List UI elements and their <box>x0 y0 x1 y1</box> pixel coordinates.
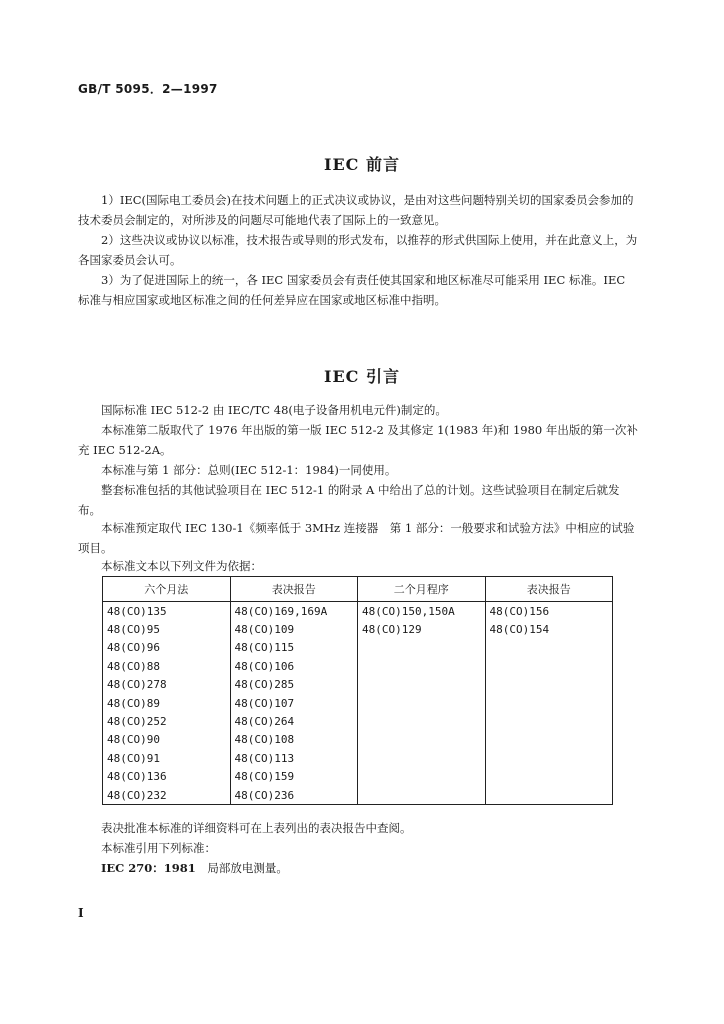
table-cell: 48(CO)91 <box>103 749 231 767</box>
foreword-paragraph-3: 3）为了促进国际上的统一，各 IEC 国家委员会有责任使其国家和地区标准尽可能采用 IEC 标准。IEC 标准与相应国家或地区标准之间的任何差异应在国家或地区标准中指明。 <box>78 273 626 307</box>
table-cell: 48(CO)159 <box>230 768 358 786</box>
table-cell: 48(CO)89 <box>103 694 231 712</box>
table-cell <box>358 731 486 749</box>
standard-code: GB/T 5095．2—1997 <box>78 82 218 96</box>
table-cell: 48(CO)136 <box>103 768 231 786</box>
table-cell <box>485 694 613 712</box>
table-cell <box>358 676 486 694</box>
table-cell: 48(CO)150,150A <box>358 602 486 621</box>
table-cell: 48(CO)135 <box>103 602 231 621</box>
header-two-month-procedure: 二个月程序 <box>358 577 486 602</box>
table-cell: 48(CO)90 <box>103 731 231 749</box>
header-six-month-rule: 六个月法 <box>103 577 231 602</box>
table-cell <box>485 639 613 657</box>
reference-title: 局部放电测量。 <box>207 861 288 875</box>
intro-paragraph-3: 本标准与第 1 部分：总则(IEC 512-1：1984)一同使用。 <box>101 463 397 477</box>
references-intro: 本标准引用下列标准： <box>101 841 216 855</box>
table-header-row <box>103 577 613 602</box>
header-voting-report: 表决报告 <box>230 577 358 602</box>
table-row <box>103 657 613 675</box>
table-cell: 48(CO)113 <box>230 749 358 767</box>
table-row <box>103 639 613 657</box>
foreword-paragraph-1: 1）IEC(国际电工委员会)在技术问题上的正式决议或协议，是由对这些问题特别关切的国家委员会参加的技术委员会制定的，对所涉及的问题尽可能地代表了国际上的一致意见。 <box>78 193 634 227</box>
table-cell <box>358 768 486 786</box>
table-cell <box>485 749 613 767</box>
table-cell: 48(CO)236 <box>230 786 358 805</box>
table-row <box>103 676 613 694</box>
table-cell <box>485 731 613 749</box>
table-cell: 48(CO)252 <box>103 712 231 730</box>
table-cell <box>358 657 486 675</box>
table-cell: 48(CO)232 <box>103 786 231 805</box>
table-cell <box>485 786 613 805</box>
intro-paragraph-6: 本标准文本以下列文件为依据： <box>101 559 262 573</box>
foreword-paragraph-2: 2）这些决议或协议以标准，技术报告或导则的形式发布，以推荐的形式供国际上使用，并在此意义上，为各国家委员会认可。 <box>78 233 638 267</box>
reference-entry <box>78 858 640 878</box>
table-cell <box>485 712 613 730</box>
table-cell: 48(CO)129 <box>358 620 486 638</box>
table-cell: 48(CO)108 <box>230 731 358 749</box>
reference-code: IEC 270：1981 <box>101 861 196 875</box>
page-number: I <box>78 906 84 920</box>
table-cell <box>358 749 486 767</box>
table-row <box>103 731 613 749</box>
table-cell: 48(CO)264 <box>230 712 358 730</box>
intro-paragraph-2: 本标准第二版取代了 1976 年出版的第一版 IEC 512-2 及其修定 1(1983 年)和 1980 年出版的第一次补充 IEC 512-2A。 <box>78 423 638 457</box>
table-cell: 48(CO)285 <box>230 676 358 694</box>
table-cell: 48(CO)106 <box>230 657 358 675</box>
table-cell: 48(CO)109 <box>230 620 358 638</box>
table-cell: 48(CO)88 <box>103 657 231 675</box>
table-cell: 48(CO)95 <box>103 620 231 638</box>
table-cell <box>358 639 486 657</box>
table-cell: 48(CO)169,169A <box>230 602 358 621</box>
foreword-title: IEC 前言 <box>324 155 400 174</box>
table-cell <box>485 768 613 786</box>
intro-paragraph-4: 整套标准包括的其他试验项目在 IEC 512-1 的附录 A 中给出了总的计划。这些试验项目在制定后就发布。 <box>78 483 620 517</box>
table-row <box>103 749 613 767</box>
voting-note: 表决批准本标准的详细资料可在上表列出的表决报告中查阅。 <box>101 821 412 835</box>
table-cell <box>485 676 613 694</box>
intro-paragraph-1: 国际标准 IEC 512-2 由 IEC/TC 48(电子设备用机电元件)制定的。 <box>101 403 447 417</box>
table-row <box>103 694 613 712</box>
table-cell: 48(CO)156 <box>485 602 613 621</box>
table-row <box>103 620 613 638</box>
table-row <box>103 786 613 805</box>
header-voting-report-2: 表决报告 <box>485 577 613 602</box>
table-cell: 48(CO)278 <box>103 676 231 694</box>
table-row <box>103 602 613 621</box>
table-row <box>103 712 613 730</box>
table-cell <box>358 712 486 730</box>
table-row <box>103 768 613 786</box>
intro-paragraph-5: 本标准预定取代 IEC 130-1《频率低于 3MHz 连接器 第 1 部分：一般要求和试验方法》中相应的试验项目。 <box>78 521 635 555</box>
table-cell: 48(CO)96 <box>103 639 231 657</box>
table-cell: 48(CO)107 <box>230 694 358 712</box>
introduction-title: IEC 引言 <box>324 367 400 386</box>
table-cell: 48(CO)115 <box>230 639 358 657</box>
voting-documents-table <box>102 576 613 805</box>
table-cell <box>358 786 486 805</box>
table-cell <box>358 694 486 712</box>
table-cell <box>485 657 613 675</box>
table-cell: 48(CO)154 <box>485 620 613 638</box>
